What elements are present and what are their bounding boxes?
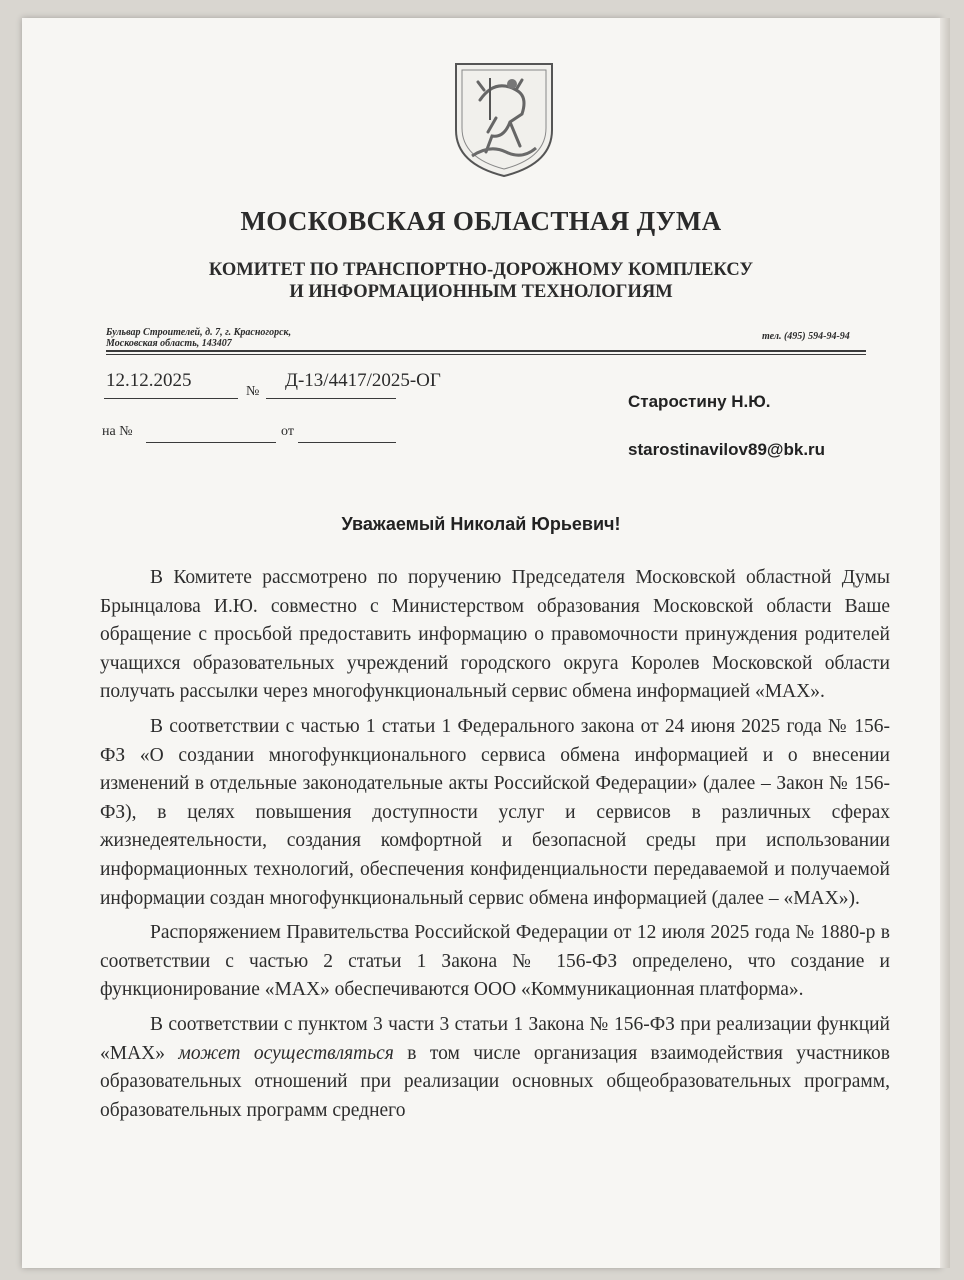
body-paragraph-2: В соответствии с частью 1 статьи 1 Федерального закона от 24 июня 2025 года № 156-ФЗ «О создании многофункционального сервиса обмена информацией и о внесении изменений в отдельные законодательные акты Российской Федерации» (далее – Закон № 156-ФЗ), в целях повышения доступности услуг и сервисов в различных сферах жизнедеятельности, создания комфортной и безопасной среды при использовании информационных технологий, обеспечения конфиденциальности передаваемой и получаемой информации создан многофункциональный сервис обмена информацией (далее – «МАХ»). xyxy=(100,715,890,909)
organization-title: МОСКОВСКАЯ ОБЛАСТНАЯ ДУМА xyxy=(240,206,722,236)
number-label: № xyxy=(246,384,260,399)
body-paragraph-3: Распоряжением Правительства Российской Федерации от 12 июля 2025 года № 1880-р в соответствии с частью 2 статьи 1 Закона № 156-ФЗ определено, что создание и функционирование «МАХ» обеспечиваются ООО «Коммуникационная платформа». xyxy=(100,922,890,1001)
date-underline xyxy=(104,398,238,399)
registration-number: Д-13/4417/2025-ОГ xyxy=(285,370,441,391)
body-paragraph-1: В Комитете рассмотрено по поручению Председателя Московской областной Думы Брынцалова И.Ю. совместно с Министерством образования Московской области Ваше обращение с просьбой предоставить информацию о правомочности принуждения родителей учащихся образовательных учреждений городского округа Королев Московской области получать рассылки через многофункциональный сервис обмена информацией «МАХ». xyxy=(100,567,890,703)
organization-address xyxy=(106,327,291,349)
organization-phone: тел. (495) 594-94-94 xyxy=(762,331,850,342)
header-divider xyxy=(106,350,866,352)
reply-date-underline xyxy=(298,442,396,443)
reply-number-underline xyxy=(146,442,276,443)
addressee-name: Старостину Н.Ю. xyxy=(628,392,771,411)
letter-page xyxy=(22,18,941,1268)
salutation: Уважаемый Николай Юрьевич! xyxy=(341,514,621,534)
committee-name xyxy=(22,259,940,303)
address-line-1: Бульвар Строителей, д. 7, г. Красногорск, xyxy=(106,327,292,338)
letter-date: 12.12.2025 xyxy=(106,370,192,391)
committee-line-1: КОМИТЕТ ПО ТРАНСПОРТНО-ДОРОЖНОМУ КОМПЛЕКСУ xyxy=(208,260,754,280)
committee-line-2: И ИНФОРМАЦИОННЫМ ТЕХНОЛОГИЯМ xyxy=(289,282,673,302)
address-line-2: Московская область, 143407 xyxy=(106,338,232,349)
coat-of-arms-emblem xyxy=(450,60,558,180)
paragraph-4-end: в том числе организация взаимодействия участников образовательных отношений при реализации основных общеобразовательных программ, образовательных программ среднего xyxy=(100,1042,890,1121)
letter-body xyxy=(100,564,890,1131)
header-divider-thin xyxy=(106,354,866,355)
body-paragraph-4 xyxy=(100,1011,890,1125)
reply-date-label: от xyxy=(281,424,294,439)
paragraph-4-start: В соответствии с пунктом 3 части 3 статьи 1 Закона № 156-ФЗ при реализации функций «МАХ» xyxy=(100,1013,890,1064)
paragraph-4-emphasis: может осуществляться xyxy=(178,1042,394,1064)
reply-number-label: на № xyxy=(102,424,133,439)
page-edge xyxy=(940,18,950,1268)
addressee-email: starostinavilov89@bk.ru xyxy=(628,440,826,459)
number-underline xyxy=(266,398,396,399)
